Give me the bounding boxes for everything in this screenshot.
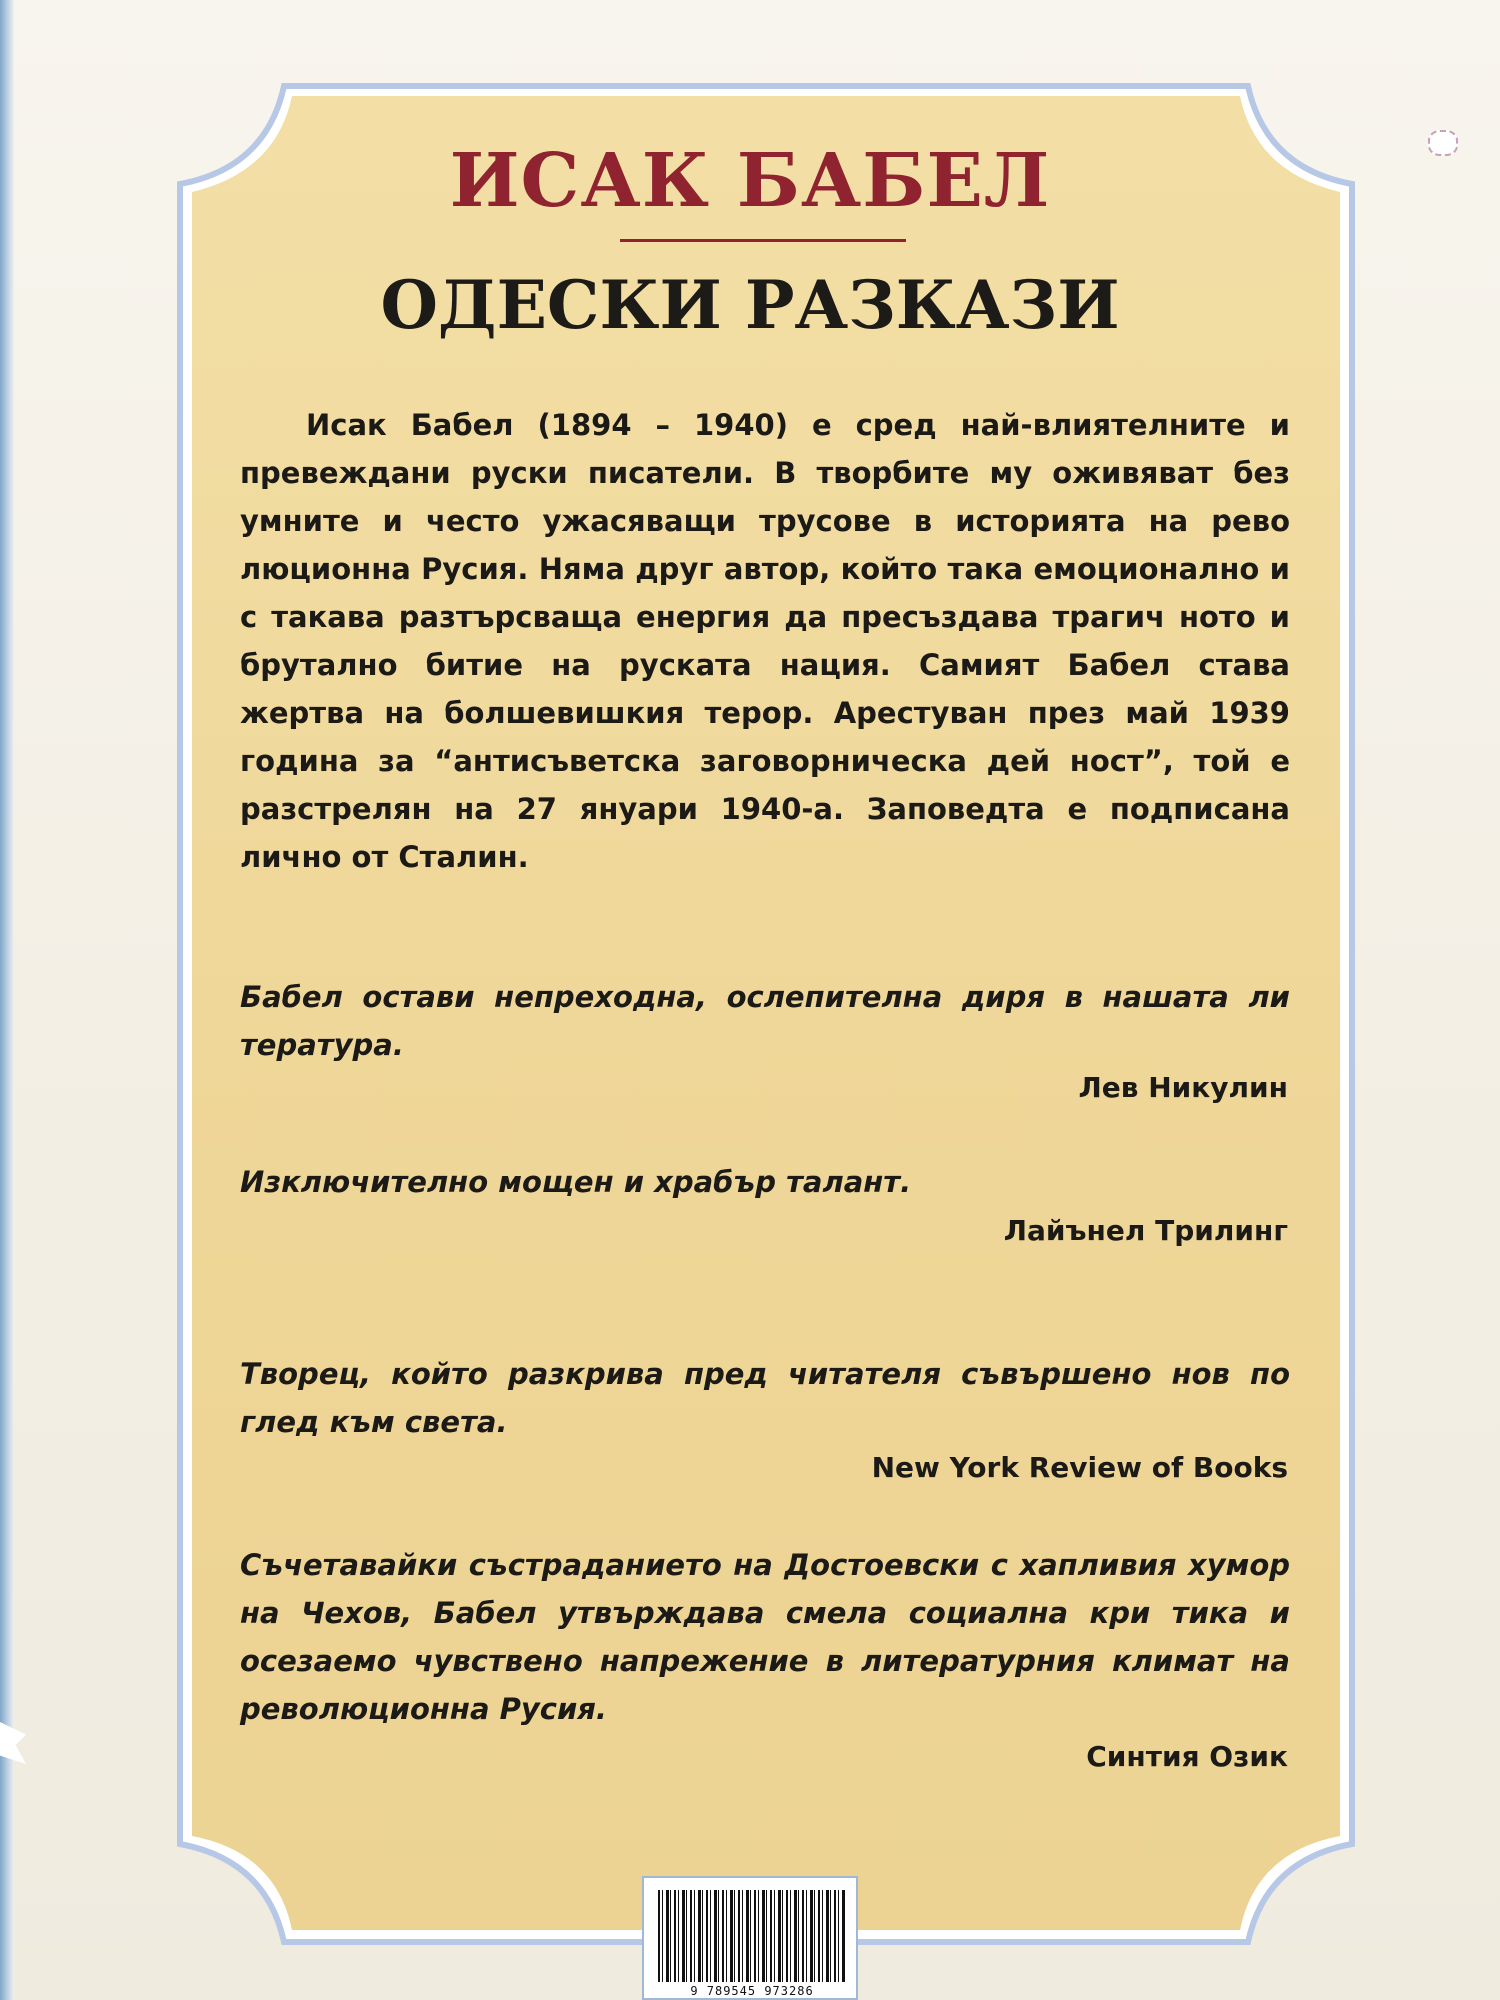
- quote-author: Лев Никулин: [1078, 1071, 1288, 1104]
- barcode-bars: [658, 1890, 846, 1982]
- quote-author: Синтия Озик: [1086, 1740, 1288, 1773]
- author-name: ИСАК БАБЕЛ: [449, 138, 1051, 224]
- title-divider: [620, 239, 906, 242]
- quote-author: Лайънел Трилинг: [1003, 1214, 1288, 1247]
- quote-text: Изключително мощен и храбър талант.: [240, 1165, 912, 1199]
- sticker-icon: [1428, 130, 1458, 156]
- isbn-barcode: [642, 1876, 858, 2000]
- quote-text: Съчетавайки състраданието на Достоевски с хапливия хумор на Чехов, Бабел утвърждава смела социална кри тика и осезаемо чувствено напрежение в литературния климат на революционна Русия.: [240, 1548, 1290, 1726]
- quote-text: Творец, който разкрива пред читателя съвършено нов по глед към света.: [240, 1357, 1290, 1439]
- quote-author: New York Review of Books: [871, 1451, 1288, 1484]
- author-bio: Исак Бабел (1894 – 1940) е сред най-влиятелните и превеждани руски писатели. В творбите му оживяват без умните и често ужасяващи трусове в историята на рево люционна Русия. Няма друг автор, който така емоционално и с такава разтърсваща енергия да пресъздава трагич ното и брутално битие на руската нация. Самият Бабел става жертва на болшевишкия терор. Арестуван през май 1939 година за “антисъветска заговорническа дей ност”, той е разстрелян на 27 януари 1940-а. Заповедта е подписана лично от Сталин.: [240, 408, 1290, 874]
- quote-text: Бабел остави непреходна, ослепителна диря в нашата ли тература.: [240, 980, 1290, 1062]
- barcode-digits: 9 789545 973286: [690, 1984, 814, 1998]
- book-title: ОДЕСКИ РАЗКАЗИ: [380, 266, 1120, 344]
